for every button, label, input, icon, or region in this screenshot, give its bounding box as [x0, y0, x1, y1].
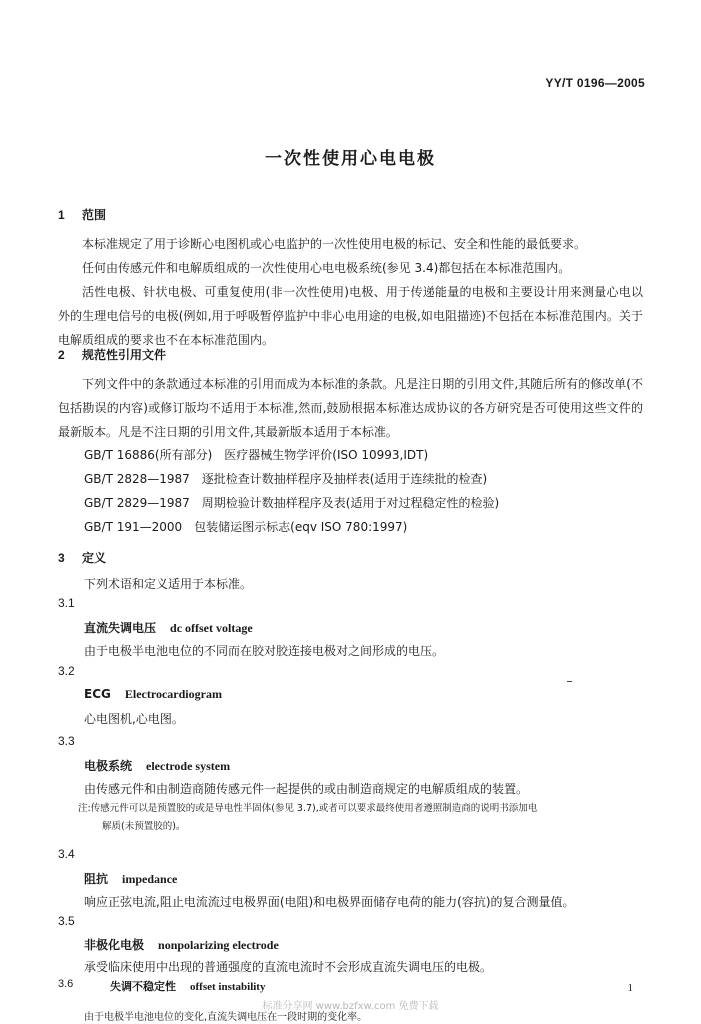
term-definition: 由于电极半电池电位的不同而在胶对胶连接电极对之间形成的电压。 — [84, 644, 445, 658]
term-chinese: 阻抗 — [84, 872, 109, 886]
section-heading-definitions — [58, 549, 106, 566]
reference-item: GB/T 2829—1987 周期检验计数抽样程序及表(适用于对过程稳定性的检验) — [84, 496, 500, 510]
term-chinese: 非极化电极 — [84, 938, 145, 952]
term-heading — [84, 619, 253, 636]
term-english: impedance — [122, 872, 178, 886]
term-heading — [84, 757, 230, 774]
clause-number: 3.1 — [58, 596, 75, 610]
definitions-intro: 下列术语和定义适用于本标准。 — [84, 577, 253, 591]
term-english: Electrocardiogram — [124, 687, 222, 701]
section-title: 定义 — [82, 551, 107, 565]
scope-paragraph-1: 本标准规定了用于诊断心电图机或心电监护的一次性使用电极的标记、安全和性能的最低要求。 — [82, 237, 587, 251]
term-definition: 响应正弦电流,阻止电流流过电极界面(电阻)和电极界面储存电荷的能力(容抗)的复合测量值。 — [84, 895, 575, 909]
section-title: 范围 — [82, 208, 107, 222]
term-heading — [110, 978, 265, 994]
clause-number: 3.6 — [58, 978, 74, 990]
term-english: electrode system — [146, 759, 231, 773]
section-number: 1 — [58, 208, 65, 222]
section-heading-normative-references — [58, 346, 166, 363]
term-chinese: ECG — [84, 687, 111, 701]
section-title: 规范性引用文件 — [82, 348, 167, 362]
scan-mark — [567, 681, 572, 682]
footer-watermark: 标准分享网 www.bzfxw.com 免费下载 — [262, 1001, 439, 1012]
clause-number: 3.5 — [58, 914, 75, 928]
term-definition: 心电图机,心电图。 — [84, 712, 184, 726]
note-text — [78, 800, 643, 836]
term-heading — [84, 687, 222, 702]
term-heading — [84, 870, 177, 887]
document-number: YY/T 0196—2005 — [545, 76, 645, 90]
clause-number: 3.2 — [58, 664, 75, 678]
term-definition: 由于电极半电池电位的变化,直流失调电压在一段时期的变化率。 — [84, 1012, 368, 1023]
reference-item: GB/T 16886(所有部分) 医疗器械生物学评价(ISO 10993,IDT) — [84, 448, 429, 462]
term-definition: 承受临床使用中出现的普通强度的直流电流时不会形成直流失调电压的电极。 — [84, 960, 493, 974]
scope-paragraph-3: 活性电极、针状电极、可重复使用(非一次性使用)电极、用于传递能量的电极和主要设计用来测量心电以外的生理电信号的电极(例如,用于呼吸暂停监护中非心电用途的电极,如电阻描迹)不包括在本标准范围内。关于电解质组成的要求也不在本标准范围内。 — [58, 285, 643, 347]
clause-number: 3.3 — [58, 734, 75, 748]
section-heading-scope — [58, 206, 106, 223]
references-paragraph: 下列文件中的条款通过本标准的引用而成为本标准的条款。凡是注日期的引用文件,其随后所有的修改单(不包括勘误的内容)或修订版均不适用于本标准,然而,鼓励根据本标准达成协议的各方研究是否可使用这些文件的最新版本。凡是不注日期的引用文件,其最新版本适用于本标准。 — [58, 377, 643, 439]
term-english: dc offset voltage — [170, 621, 253, 635]
clause-number: 3.4 — [58, 847, 75, 861]
term-chinese: 失调不稳定性 — [110, 980, 176, 993]
term-definition: 由传感元件和由制造商随传感元件一起提供的或由制造商规定的电解质组成的装置。 — [84, 782, 529, 796]
term-chinese: 电极系统 — [84, 759, 133, 773]
term-chinese: 直流失调电压 — [84, 621, 157, 635]
section-number: 2 — [58, 348, 65, 362]
note-line: 注:传感元件可以是预置胶的或是导电性半固体(参见 3.7),或者可以要求最终使用者遵照制造商的说明书添加电 — [78, 803, 538, 814]
document-title: 一次性使用心电电极 — [265, 149, 436, 169]
term-english: nonpolarizing electrode — [158, 938, 279, 952]
term-english: offset instability — [190, 981, 266, 993]
scope-paragraph-2: 任何由传感元件和电解质组成的一次性使用心电电极系统(参见 3.4)都包括在本标准范围内。 — [82, 261, 571, 275]
reference-item: GB/T 191—2000 包装储运图示标志(eqv ISO 780:1997) — [84, 520, 408, 534]
page-number: 1 — [627, 982, 633, 994]
reference-item: GB/T 2828—1987 逐批检查计数抽样程序及抽样表(适用于连续批的检查) — [84, 472, 488, 486]
term-heading — [84, 936, 279, 953]
note-line: 解质(未预置胶的)。 — [102, 821, 186, 832]
section-number: 3 — [58, 551, 65, 565]
